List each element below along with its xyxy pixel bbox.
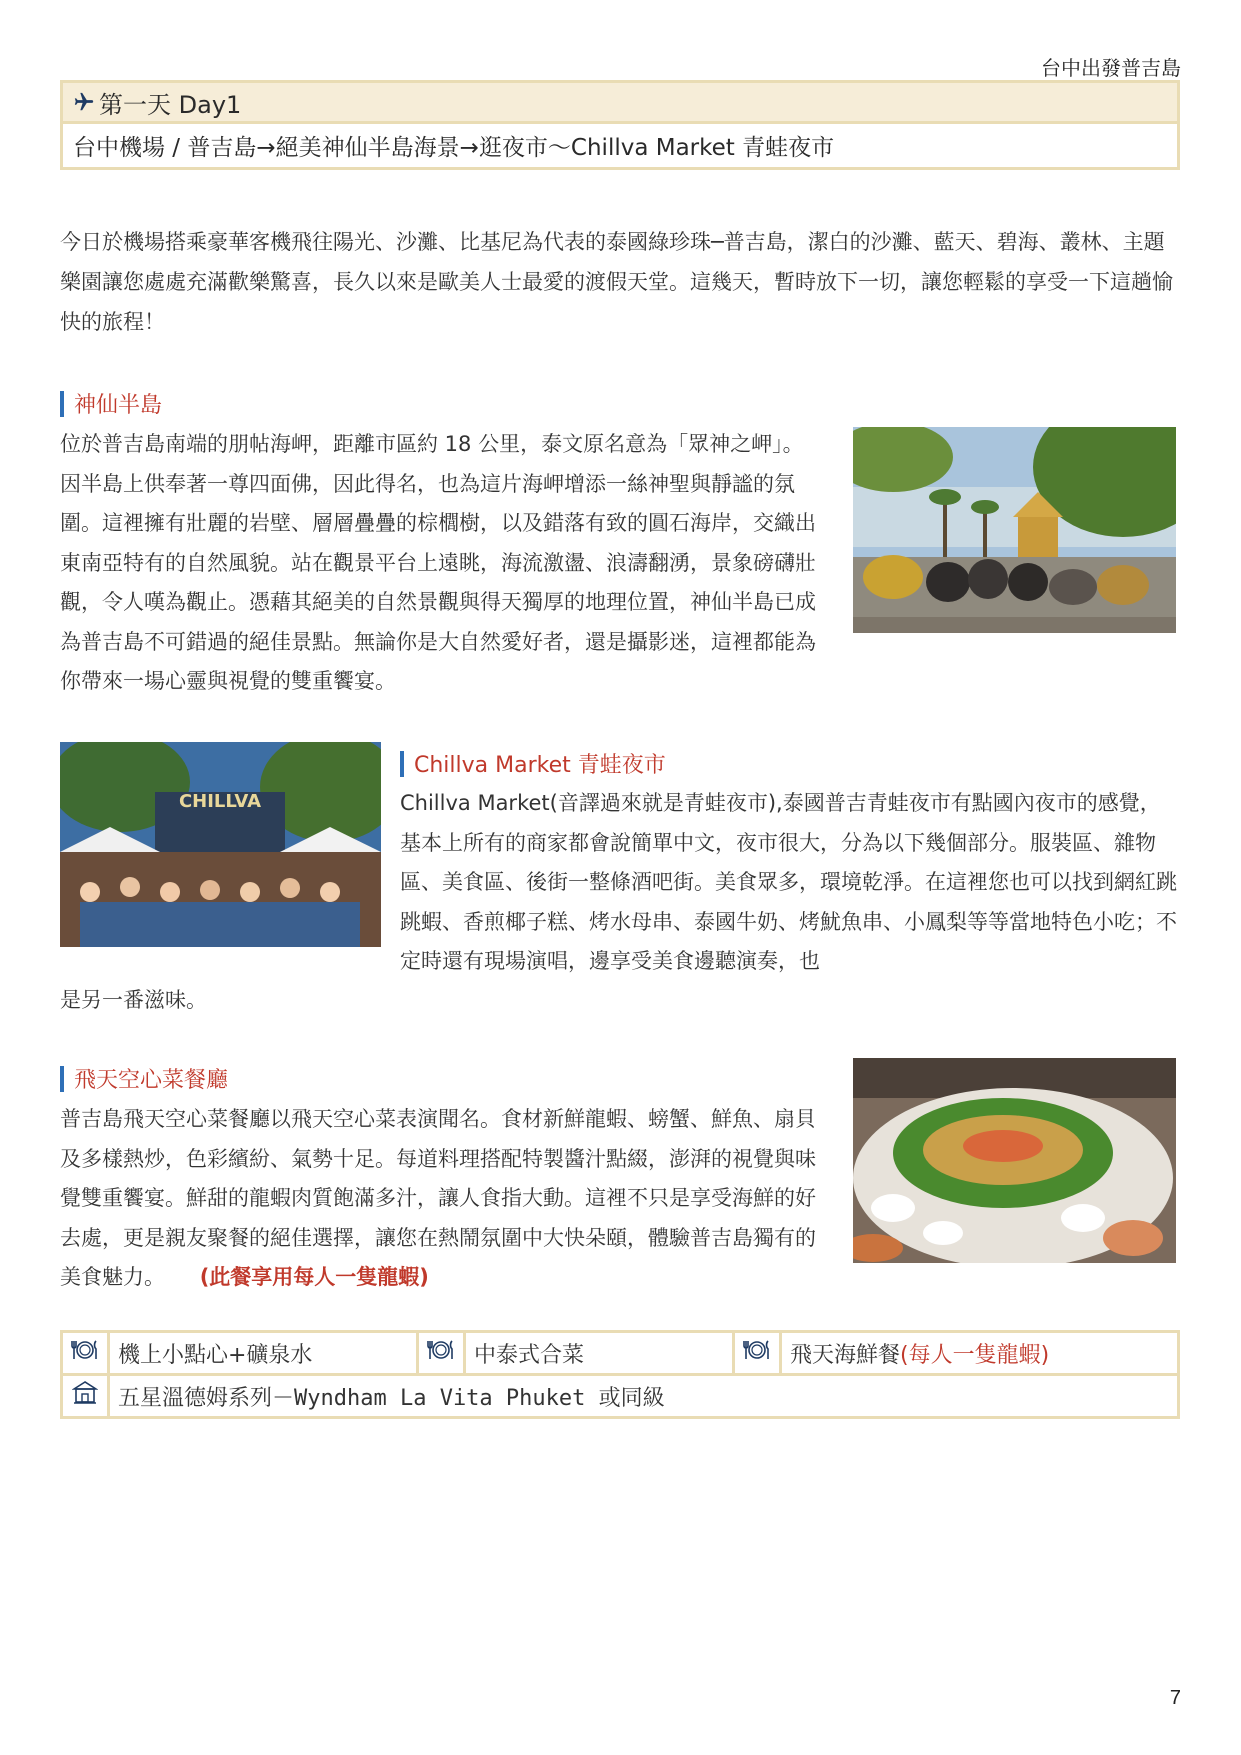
section-title-restaurant xyxy=(60,1063,228,1094)
meal-row xyxy=(62,1332,1179,1375)
hotel-cell xyxy=(109,1375,1179,1418)
dining-icon xyxy=(426,1344,456,1369)
day-label: 第一天 Day1 xyxy=(99,90,242,119)
dining-icon xyxy=(70,1344,100,1369)
section-title-promthep xyxy=(60,388,162,419)
section-title-text: 神仙半島 xyxy=(74,393,163,418)
day-route: 台中機場 / 普吉島→絕美神仙半島海景→逛夜市～Chillva Market 青蛙夜市 xyxy=(73,135,835,161)
meal-hotel-table xyxy=(60,1330,1180,1419)
breakfast-cell xyxy=(109,1332,418,1375)
breakfast-text: 機上小點心+礦泉水 xyxy=(118,1342,313,1368)
lunch-cell xyxy=(465,1332,734,1375)
page-number: 7 xyxy=(1169,1687,1181,1709)
section-marker xyxy=(60,1066,64,1092)
breakfast-icon-cell xyxy=(62,1332,109,1375)
hotel-icon xyxy=(72,1387,98,1412)
seafood-dish-photo xyxy=(853,1058,1176,1263)
restaurant-description: 普吉島飛天空心菜餐廳以飛天空心菜表演聞名。食材新鮮龍蝦、螃蟹、鮮魚、扇貝及多樣熱炒，色彩繽紛、氣勢十足。每道料理搭配特製醬汁點綴，澎湃的視覺與味覺雙重饗宴。鮮甜的龍蝦肉質飽滿多汁，讓人食指大動。這裡不只是享受海鮮的好去處，更是親友聚餐的絕佳選擇，讓您在熱鬧氛圍中大快朵頤，體驗普吉島獨有的美食魅力。 xyxy=(60,1107,816,1289)
section-body-promthep: 位於普吉島南端的朋帖海岬，距離市區約 18 公里，泰文原名意為「眾神之岬」。因半島上供奉著一尊四面佛，因此得名，也為這片海岬增添一絲神聖與靜謐的氛圍。這裡擁有壯麗的岩壁、層層疊疊的棕櫚樹，以及錯落有致的圓石海岸，交織出東南亞特有的自然風貌。站在觀景平台上遠眺，海流激盪、浪濤翻湧，景象磅礴壯觀，令人嘆為觀止。憑藉其絕美的自然景觀與得天獨厚的地理位置，神仙半島已成為普吉島不可錯過的絕佳景點。無論你是大自然愛好者，還是攝影迷，這裡都能為你帶來一場心靈與視覺的雙重饗宴。 xyxy=(60,432,816,693)
lunch-text: 中泰式合菜 xyxy=(474,1342,585,1368)
section-body-chillva-tail: 是另一番滋味。 xyxy=(60,988,207,1012)
section-marker xyxy=(60,391,64,417)
dining-icon xyxy=(742,1344,772,1369)
day-route-row xyxy=(60,124,1180,170)
section-title-text: 飛天空心菜餐廳 xyxy=(74,1068,229,1093)
section-title-chillva xyxy=(400,748,666,779)
section-body-chillva: Chillva Market(音譯過來就是青蛙夜市),泰國普吉青蛙夜市有點國內夜市的感覺，基本上所有的商家都會說簡單中文，夜市很大，分為以下幾個部分。服裝區、雜物區、美食區、後街一整條酒吧街。美食眾多，環境乾淨。在這裡您也可以找到網紅跳跳蝦、香煎椰子糕、烤水母串、泰國牛奶、烤魷魚串、小鳳梨等等當地特色小吃；不定時還有現場演唱，邊享受美食邊聽演奏，也 xyxy=(400,791,1177,973)
hotel-text: 五星溫德姆系列－Wyndham La Vita Phuket 或同級 xyxy=(118,1385,665,1411)
airplane-icon xyxy=(73,91,95,113)
section-body-restaurant xyxy=(60,1100,820,1298)
lunch-icon-cell xyxy=(418,1332,465,1375)
lobster-note: (此餐享用每人一隻龍蝦) xyxy=(199,1265,429,1289)
section-marker xyxy=(400,751,404,777)
dinner-icon-cell xyxy=(734,1332,781,1375)
intro-paragraph: 今日於機場搭乘豪華客機飛往陽光、沙灘、比基尼為代表的泰國綠珍珠─普吉島，潔白的沙灘、藍天、碧海、叢林、主題樂園讓您處處充滿歡樂驚喜，長久以來是歐美人士最愛的渡假天堂。這幾天，暫時放下一切，讓您輕鬆的享受一下這趟愉快的旅程！ xyxy=(60,230,1173,334)
dinner-text: 飛天海鮮餐 xyxy=(790,1342,901,1368)
document-header-title: 台中出發普吉島 xyxy=(1041,56,1181,80)
section-title-text: Chillva Market 青蛙夜市 xyxy=(414,753,666,778)
day-header-box xyxy=(60,80,1180,170)
dinner-note: (每人一隻龍蝦) xyxy=(900,1342,1050,1368)
chillva-market-photo xyxy=(60,742,381,947)
promthep-cape-photo xyxy=(853,427,1176,633)
hotel-icon-cell xyxy=(62,1375,109,1418)
hotel-row xyxy=(62,1375,1179,1418)
day-title-row xyxy=(60,80,1180,124)
dinner-cell xyxy=(781,1332,1179,1375)
chillva-sign-text: CHILLVA xyxy=(178,791,262,812)
